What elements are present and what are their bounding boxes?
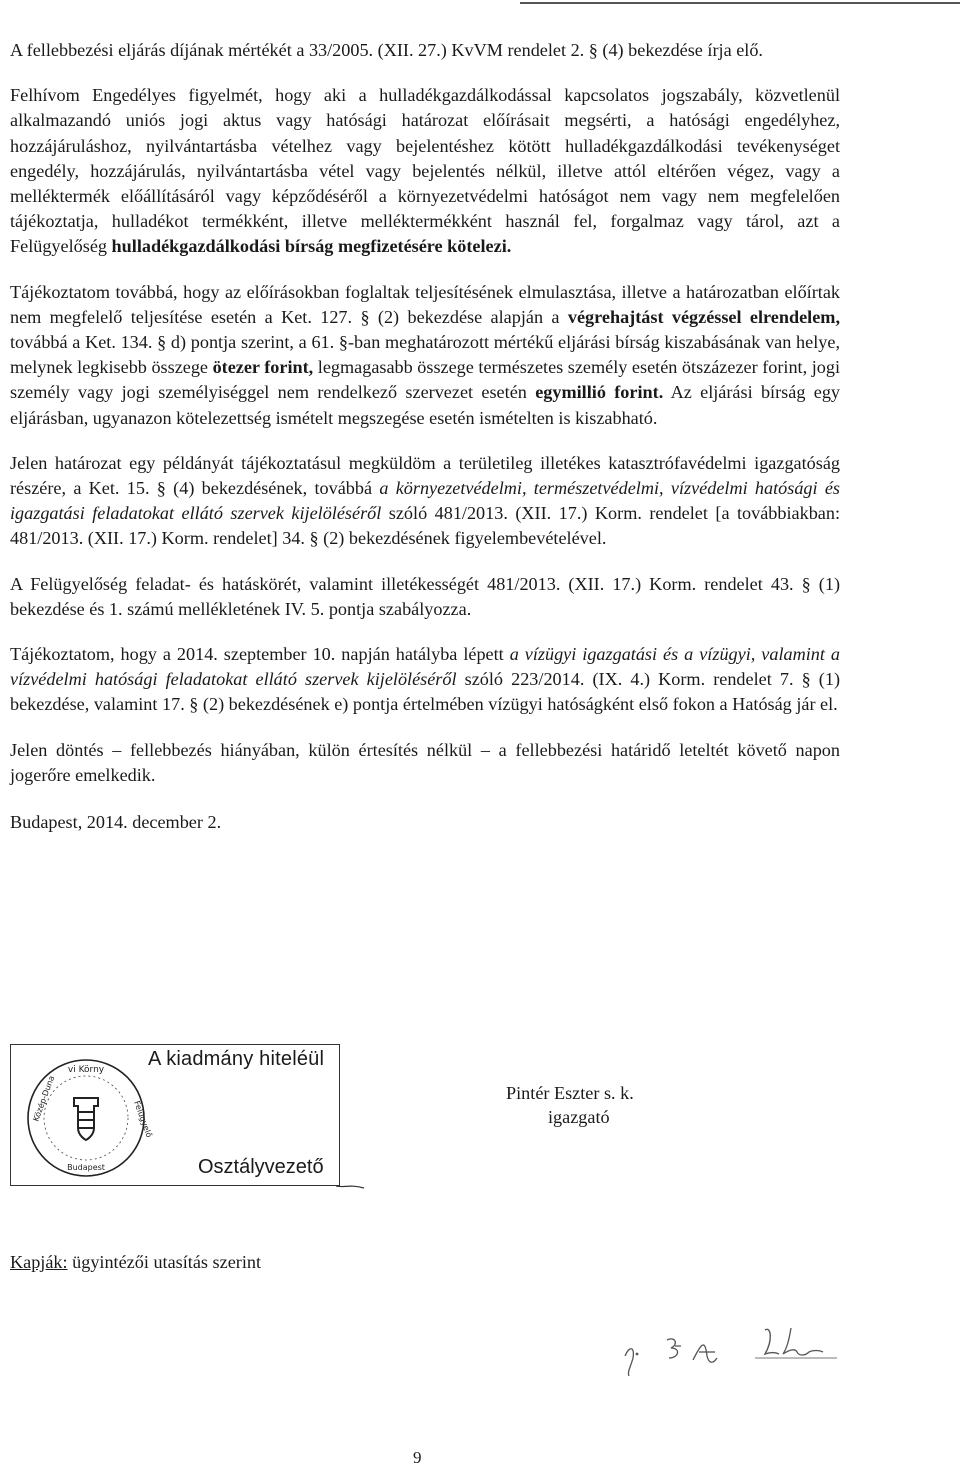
place-and-date: Budapest, 2014. december 2. (10, 812, 222, 833)
certification-block (10, 1044, 340, 1186)
signatory (506, 1081, 634, 1129)
official-stamp-seal (16, 1052, 156, 1182)
recipients-text: ügyintézői utasítás szerint (67, 1252, 262, 1272)
signature-tail (336, 1182, 366, 1194)
paragraph-copy-sent: Jelen határozat egy példányát tájékoztatásul megküldöm a területileg illetékes katasztrófavédelmi igazgatóság részére, a Ket. 15. § (4) bekezdésének, továbbá a környezetvédelmi, természetvédelmi, vízvédelmi hatósági és igazgatási feladatokat ellátó szervek kijelöléséről szóló 481/2013. (XII. 17.) Korm. rendelet [a továbbiakban: 481/2013. (XII. 17.) Korm. rendelet] 34. § (2) bekezdésének figyelembevételével. (10, 452, 841, 549)
certification-heading: A kiadmány hiteléül (148, 1048, 325, 1070)
signatory-role: igazgató (548, 1107, 610, 1127)
paragraph-finality: Jelen döntés – fellebbezés hiányában, külön értesítés nélkül – a fellebbezési határidő leteltét követő napon jogerőre emelkedik. (10, 739, 840, 785)
svg-text:vi Körny: vi Körny (67, 1065, 105, 1075)
svg-text:Felügyelő: Felügyelő (132, 1099, 154, 1139)
top-rule (0, 0, 960, 6)
handwritten-signature (615, 1316, 875, 1376)
certification-title: Osztályvezető (198, 1156, 324, 1178)
paragraph-competence: A Felügyelőség feladat- és hatáskörét, valamint illetékességét 481/2013. (XII. 17.) Korm. rendelet 43. § (1) bekezdése és 1. számú mellékletének IV. 5. pontja szabályozza. (10, 573, 840, 619)
recipients-line (10, 1252, 261, 1273)
paragraph-water-authority: Tájékoztatom, hogy a 2014. szeptember 10. napján hatályba lépett a vízügyi igazgatási és a vízügyi, valamint a vízvédelmi hatósági feladatokat ellátó szervek kijelöléséről szóló 223/2014. (IX. 4.) Korm. rendelet 7. § (1) bekezdése, valamint 17. § (2) bekezdésének e) pontja értelmében vízügyi hatóságként első fokon a Hatóság jár el. (10, 644, 840, 715)
paragraph-enforcement: Tájékoztatom továbbá, hogy az előírásokban foglaltak teljesítésének elmulasztása, illetve a határozatban előírtak nem megfelelő teljesítése esetén a Ket. 127. § (2) bekezdése alapján a végrehajtást végzéssel elrendelem, továbbá a Ket. 134. § d) pontja szerint, a 61. §-ban meghatározott mértékű eljárási bírság kiszabásának van helye, melynek legkisebb összege ötezer forint, legmagasabb összege természetes személy esetén ötszázezer forint, jogi személy vagy jogi személyiséggel nem rendelkező szervezet esetén egymillió forint. Az eljárási bírság egy eljárásban, ugyanazon kötelezettség ismételt megszegése esetén ismételten is kiszabható. (10, 281, 841, 428)
svg-text:Közép-Duna: Közép-Duna (31, 1074, 57, 1123)
page-number: 9 (413, 1448, 422, 1467)
paragraph-appeal-fee: A fellebbezési eljárás díjának mértékét a 33/2005. (XII. 27.) KvVM rendelet 2. § (4) bekezdése írja elő. (10, 40, 763, 60)
signatory-name: Pintér Eszter s. k. (506, 1083, 634, 1103)
paragraph-waste-fine: Felhívom Engedélyes figyelmét, hogy aki a hulladékgazdálkodással kapcsolatos jogszabály, közvetlenül alkalmazandó uniós jogi aktus vagy hatósági határozat előírásait megsérti, a hatósági engedélyhez, hozzájáruláshoz, nyilvántartásba vételhez vagy bejelentéshez kötött hulladékgazdálkodási tevékenységet engedély, hozzájárulás, nyilvántartásba vétel vagy bejelentés nélkül, illetve attól eltérően végez, vagy a melléktermék előállításáról vagy képződéséről a környezetvédelmi hatóságot nem vagy nem megfelelően tájékoztatja, hulladékot termékként, illetve melléktermékként használ fel, forgalmaz vagy tárol, azt a Felügyelőség hulladékgazdálkodási bírság megfizetésére kötelezi. (10, 85, 840, 257)
document-body (10, 38, 840, 835)
recipients-label: Kapják: (10, 1252, 68, 1272)
svg-text:Budapest: Budapest (67, 1163, 105, 1172)
